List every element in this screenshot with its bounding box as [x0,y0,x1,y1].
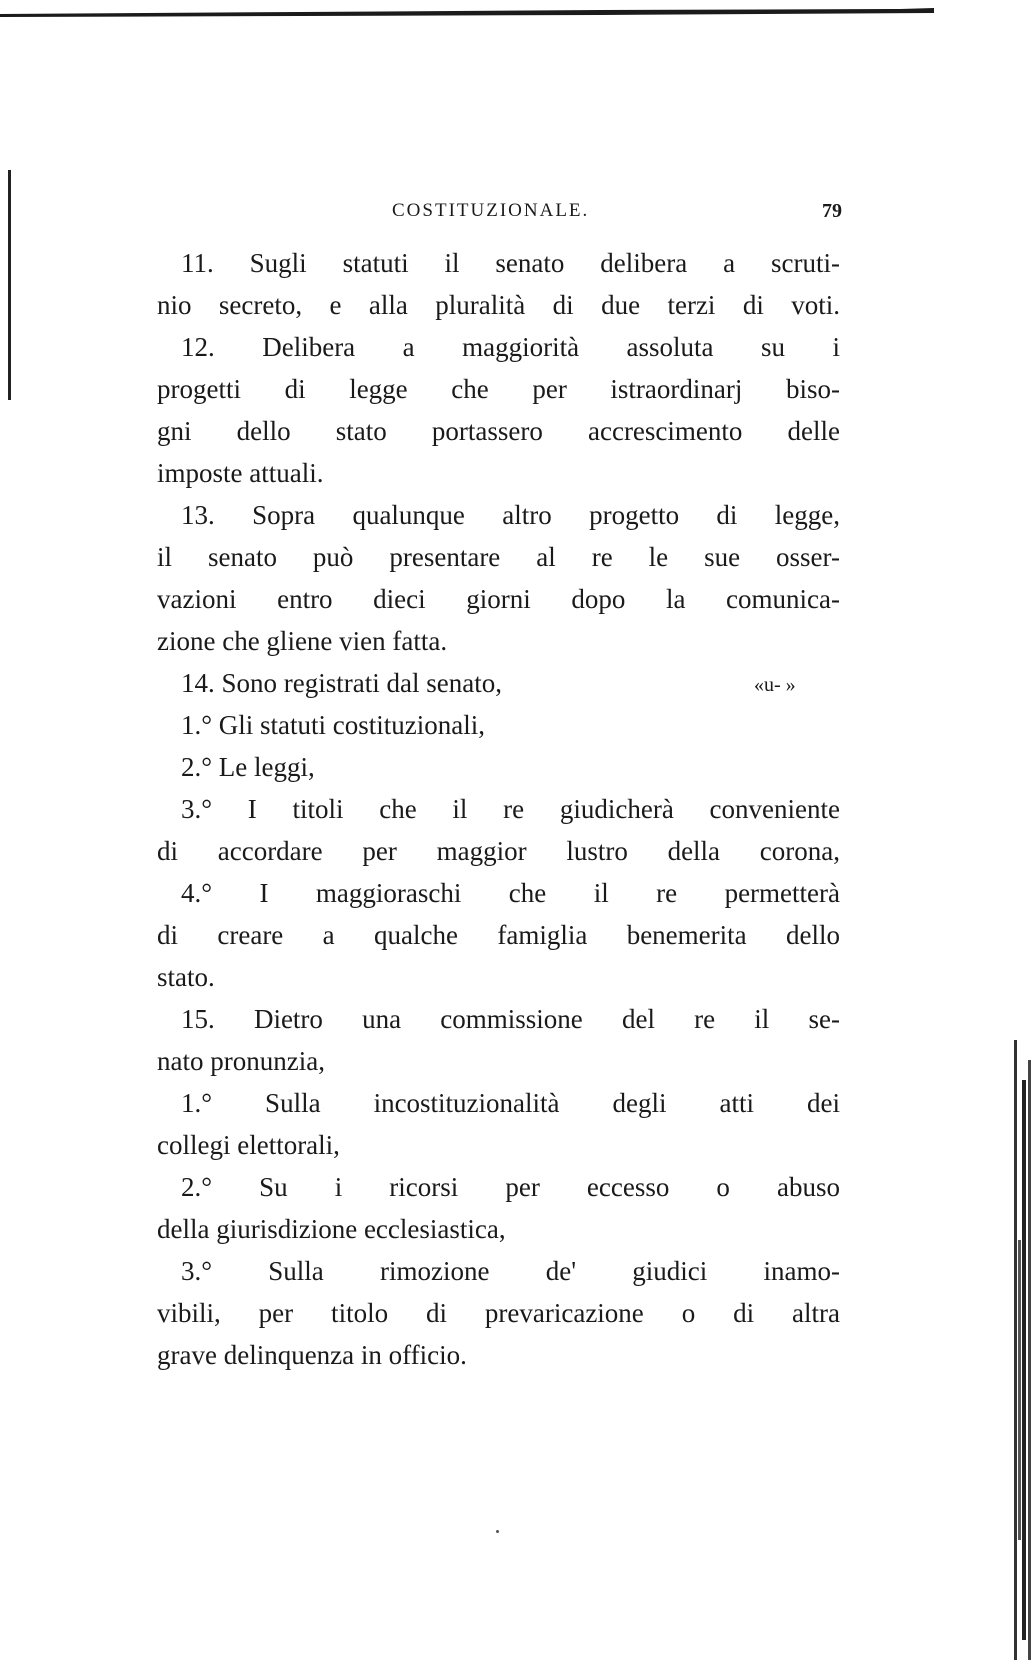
stray-ink-dot [496,1530,499,1533]
text-line: 14. Sono registrati dal senato, [181,668,502,698]
text-line: gni dello stato portassero accrescimento delle [157,416,840,446]
text-line: nio secreto, e alla pluralità di due terzi di voti. [157,290,840,320]
text-line: 15. Dietro una commissione del re il se- [181,1004,840,1034]
right-edge-scan-artifact [1004,1040,1034,1660]
text-line: collegi elettorali, [157,1130,340,1160]
text-line: il senato può presentare al re le sue osser- [157,542,840,572]
text-line: 4.° I maggioraschi che il re permetterà [181,878,840,908]
text-line: 1.° Gli statuti costituzionali, [181,710,486,740]
text-line: 3.° Sulla rimozione de' giudici inamo- [181,1256,840,1286]
text-line: 1.° Sulla incostituzionalità degli atti dei [181,1088,840,1118]
page-number: 79 [822,200,842,222]
left-margin-scan-line [8,170,11,400]
text-line: 12. Delibera a maggiorità assoluta su i [181,332,840,362]
text-line: di accordare per maggior lustro della corona, [157,836,840,866]
text-line: 11. Sugli statuti il senato delibera a scruti- [181,248,840,278]
text-line: 13. Sopra qualunque altro progetto di legge, [181,500,840,530]
top-edge-scan-rule [0,6,1034,18]
text-line: della giurisdizione ecclesiastica, [157,1214,506,1244]
text-line: nato pronunzia, [157,1046,325,1076]
text-line: progetti di legge che per istraordinarj biso- [157,374,840,404]
text-line: 2.° Le leggi, [181,752,315,782]
text-line: zione che gliene vien fatta. [157,626,448,656]
running-title: COSTITUZIONALE. [392,200,590,221]
margin-mark: «u‑ » [754,674,796,696]
text-line: vazioni entro dieci giorni dopo la comunica- [157,584,840,614]
text-line: stato. [157,962,215,992]
text-line: vibili, per titolo di prevaricazione o di altra [157,1298,840,1328]
text-line: 2.° Su i ricorsi per eccesso o abuso [181,1172,840,1202]
text-line: 3.° I titoli che il re giudicherà conveniente [181,794,840,824]
running-head [156,200,846,230]
text-line: di creare a qualche famiglia benemerita dello [157,920,840,950]
text-line: imposte attuali. [157,458,324,488]
text-line: grave delinquenza in officio. [157,1340,467,1370]
